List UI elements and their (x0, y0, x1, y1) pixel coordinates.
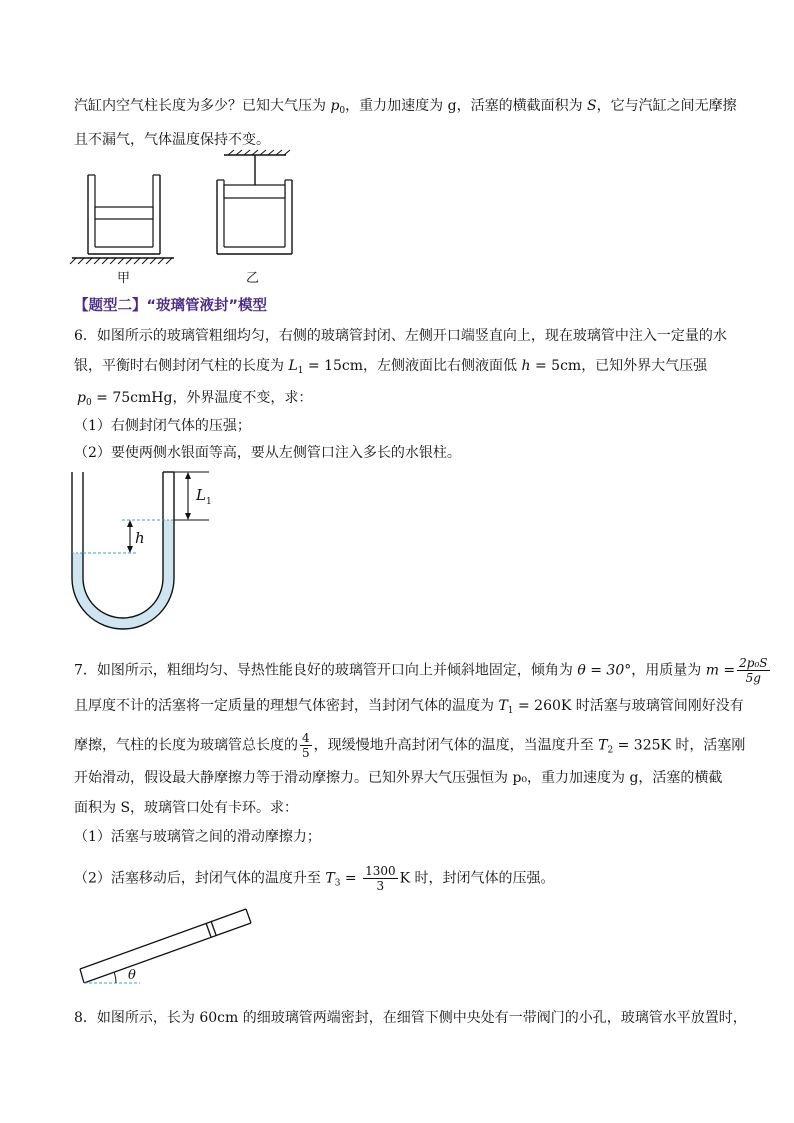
q5-text-line1: 汽缸内空气柱长度为多少？已知大气压为 $p_0$，重力加速度为 g，活塞的横截面积为 S，它与汽缸之间无摩擦 (74, 98, 737, 116)
fig-label-h: h (135, 529, 145, 547)
q7-text-line4: 开始滑动，假设最大静摩擦力等于滑动摩擦力。已知外界大气压强恒为 p₀，重力加速度为 g，活塞的横截 (74, 770, 723, 786)
q7-text-line5: 面积为 S，玻璃管口处有卡环。求： (74, 800, 299, 816)
figure-u-tube (64, 468, 224, 644)
q7-question-1: （1）活塞与玻璃管之间的滑动摩擦力； (74, 829, 321, 845)
figure-inclined-tube (80, 905, 260, 995)
fig-label-theta: θ (128, 968, 136, 983)
figure-label-jia: 甲 (117, 271, 131, 286)
fig-label-L-sub: 1 (206, 497, 212, 507)
q7-text-line3: 摩擦，气柱的长度为玻璃管总长度的 $\frac{4}{5}$ ，现缓慢地升高封闭气体的温度，当温度升至 $T_2 = 325K$ 时，活塞刚 (74, 731, 746, 760)
q6-question-2: （2）要使两侧水银面等高，要从左侧管口注入多长的水银柱。 (74, 445, 461, 461)
figure-label-yi: 乙 (246, 271, 260, 286)
q6-question-1: （1）右侧封闭气体的压强； (74, 418, 251, 434)
temperature-fraction: $\frac{1300}{3}$ (365, 864, 396, 893)
q6-text-line2: 银，平衡时右侧封闭气柱的长度为 $L_1 = 15cm$，左侧液面比右侧液面低 h = 5cm，已知外界大气压强 (74, 358, 708, 376)
q7-text-line1: 7．如图所示，粗细均匀、导热性能良好的玻璃管开口向上并倾斜地固定，倾角为 θ = 30°，用质量为 m = $\frac{\text{2p₀S}}{5g}$ (74, 656, 768, 685)
figure-cylinder-jia (70, 170, 170, 265)
mass-fraction: $\frac{\text{2p₀S}}{5g}$ (739, 656, 768, 685)
q7-question-2: （2）活塞移动后，封闭气体的温度升至 $T_3$ = $\frac{1300}{3}$ K 时，封闭气体的压强。 (74, 864, 555, 893)
length-fraction: $\frac{4}{5}$ (302, 731, 310, 760)
q6-text-line3: $p_0$ = 75cmHg，外界温度不变，求： (77, 390, 313, 408)
q8-text-line1: 8．如图所示，长为 60cm 的细玻璃管两端密封，在细管下侧中央处有一带阀门的小孔，玻璃管水平放置时， (74, 1010, 747, 1026)
figure-cylinder-yi (212, 150, 302, 260)
section-heading: 【题型二】“玻璃管液封”模型 (74, 298, 268, 314)
q7-text-line2: 且厚度不计的活塞将一定质量的理想气体密封，当封闭气体的温度为 $T_1 = 260K$ 时活塞与玻璃管间刚好没有 (74, 698, 744, 716)
q5-text-line2: 且不漏气，气体温度保持不变。 (74, 132, 270, 148)
fig-label-L: L (196, 486, 206, 504)
q6-text-line1: 6．如图所示的玻璃管粗细均匀，右侧的玻璃管封闭、左侧开口端竖直向上，现在玻璃管中注入一定量的水 (74, 328, 727, 344)
